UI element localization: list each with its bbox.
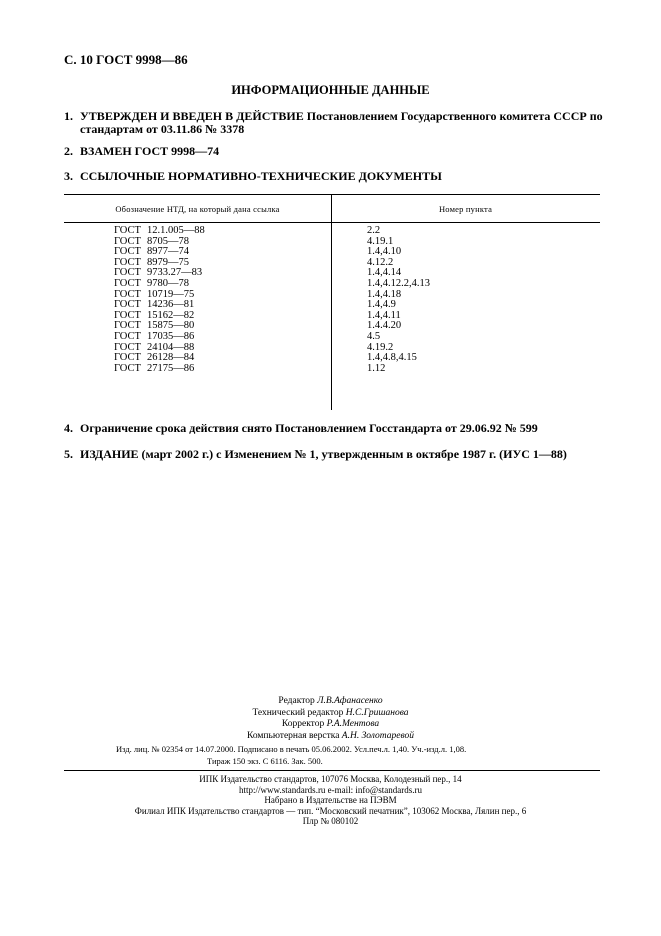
section-1-text-line1: УТВЕРЖДЕН И ВВЕДЕН В ДЕЙСТВИЕ Постановлением Государственного комитета СССР по <box>80 109 603 123</box>
section-2-number: 2. <box>64 144 73 158</box>
gost-prefix: ГОСТ <box>114 225 141 236</box>
gost-prefix: ГОСТ <box>114 352 141 364</box>
imprint-line-1: Изд. лиц. № 02354 от 14.07.2000. Подписано в печать 05.06.2002. Усл.печ.л. 1,40. Уч.-изд.л. 1,08. <box>116 744 467 754</box>
table-row-item: 4.19.2 <box>367 341 394 353</box>
gost-prefix: ГОСТ <box>114 256 141 268</box>
imprint-line-2: Тираж 150 экз. С 6116. Зак. 500. <box>207 756 323 766</box>
table-row-item: 1.4,4.8,4.15 <box>367 352 417 364</box>
document-number: 12.1.005—88 <box>147 225 205 236</box>
section-1 <box>64 110 604 140</box>
table-row-item: 4.19.1 <box>367 235 394 247</box>
document-number: 9780—78 <box>147 277 189 289</box>
gost-prefix: ГОСТ <box>114 362 141 374</box>
gost-prefix: ГОСТ <box>114 330 141 342</box>
gost-prefix: ГОСТ <box>114 320 141 332</box>
section-1-text-line2: стандартам от 03.11.86 № 3378 <box>80 122 245 136</box>
table-row-item: 1.4,4.18 <box>367 288 402 300</box>
document-number: 15162—82 <box>147 309 195 321</box>
gost-prefix: ГОСТ <box>114 299 141 311</box>
publisher-line-4: Филиал ИПК Издательство стандартов — тип. “Московский печатник”, 103062 Москва, Лялин пер., 6 <box>134 805 527 816</box>
table-row-item: 1.4,4.12.2,4.13 <box>367 277 430 289</box>
gost-prefix: ГОСТ <box>114 288 141 300</box>
section-3-text: ССЫЛОЧНЫЕ НОРМАТИВНО-ТЕХНИЧЕСКИЕ ДОКУМЕНТЫ <box>80 169 442 183</box>
document-number: 8705—78 <box>147 235 189 247</box>
table-row-item: 4.12.2 <box>367 256 394 268</box>
document-number: 27175—86 <box>147 362 195 374</box>
publisher-line-3: Набрано в Издательстве на ПЭВМ <box>264 795 397 805</box>
document-number: 10719—75 <box>147 288 195 300</box>
publisher-block <box>0 774 661 827</box>
credit-tech-editor: Технический редактор Н.С.Гришанова <box>252 707 409 718</box>
publisher-line-2: http://www.standards.ru e-mail: info@standards.ru <box>239 784 422 795</box>
table-row-document <box>114 364 205 375</box>
gost-prefix: ГОСТ <box>114 309 141 321</box>
table-document-column <box>114 226 205 374</box>
section-2-text: ВЗАМЕН ГОСТ 9998—74 <box>80 144 220 158</box>
document-number: 9733.27—83 <box>147 267 203 279</box>
section-3 <box>64 170 604 185</box>
section-4-number: 4. <box>64 421 73 435</box>
credit-layout: Компьютерная верстка А.Н. Золотаревой <box>246 730 415 741</box>
credit-editor: Редактор Л.В.Афанасенко <box>278 696 383 706</box>
table-header-rule <box>64 222 600 223</box>
table-row-item: 1.12 <box>367 362 386 374</box>
table-header-document: Обозначение НТД, на который дана ссылка <box>115 204 280 214</box>
document-number: 8977—74 <box>147 246 189 258</box>
page-header: С. 10 ГОСТ 9998—86 <box>64 52 188 67</box>
publisher-line-1: ИПК Издательство стандартов, 107076 Москва, Колодезный пер., 14 <box>199 774 462 784</box>
document-number: 26128—84 <box>147 352 195 364</box>
section-5 <box>64 448 604 463</box>
publisher-line-5: Плр № 080102 <box>302 816 359 826</box>
table-row-item: 2.2 <box>367 225 381 236</box>
section-4 <box>64 422 604 437</box>
gost-prefix: ГОСТ <box>114 267 141 279</box>
section-3-number: 3. <box>64 169 73 183</box>
section-title: ИНФОРМАЦИОННЫЕ ДАННЫЕ <box>231 83 430 97</box>
gost-prefix: ГОСТ <box>114 235 141 247</box>
table-row-item: 1.4,4.14 <box>367 267 402 279</box>
gost-prefix: ГОСТ <box>114 277 141 289</box>
table-header-item: Номер пункта <box>438 204 493 214</box>
section-5-text: ИЗДАНИЕ (март 2002 г.) с Изменением № 1, утвержденным в октябре 1987 г. (ИУС 1—88) <box>80 447 567 461</box>
section-1-number: 1. <box>64 109 73 123</box>
document-number: 17035—86 <box>147 330 195 342</box>
table-row-item: 1.4.4.20 <box>367 320 402 332</box>
document-number: 8979—75 <box>147 256 189 268</box>
table-item-column <box>367 226 430 374</box>
table-row-item: 1.4,4.9 <box>367 299 396 311</box>
gost-prefix: ГОСТ <box>114 341 141 353</box>
credits-block <box>0 696 661 742</box>
document-number: 24104—88 <box>147 341 195 353</box>
section-2 <box>64 145 604 160</box>
section-4-text: Ограничение срока действия снято Постановлением Госстандарта от 29.06.92 № 599 <box>80 421 538 435</box>
table-top-rule <box>64 194 600 195</box>
publisher-rule <box>64 770 600 771</box>
document-number: 15875—80 <box>147 320 195 332</box>
table-row-item: 4.5 <box>367 330 381 342</box>
document-number: 14236—81 <box>147 299 195 311</box>
table-column-divider <box>331 195 332 410</box>
table-row-item: 1.4,4.11 <box>367 309 401 321</box>
section-5-number: 5. <box>64 447 73 461</box>
gost-prefix: ГОСТ <box>114 246 141 258</box>
credit-corrector: Корректор Р.А.Ментова <box>281 719 380 729</box>
table-row-item: 1.4,4.10 <box>367 246 402 258</box>
